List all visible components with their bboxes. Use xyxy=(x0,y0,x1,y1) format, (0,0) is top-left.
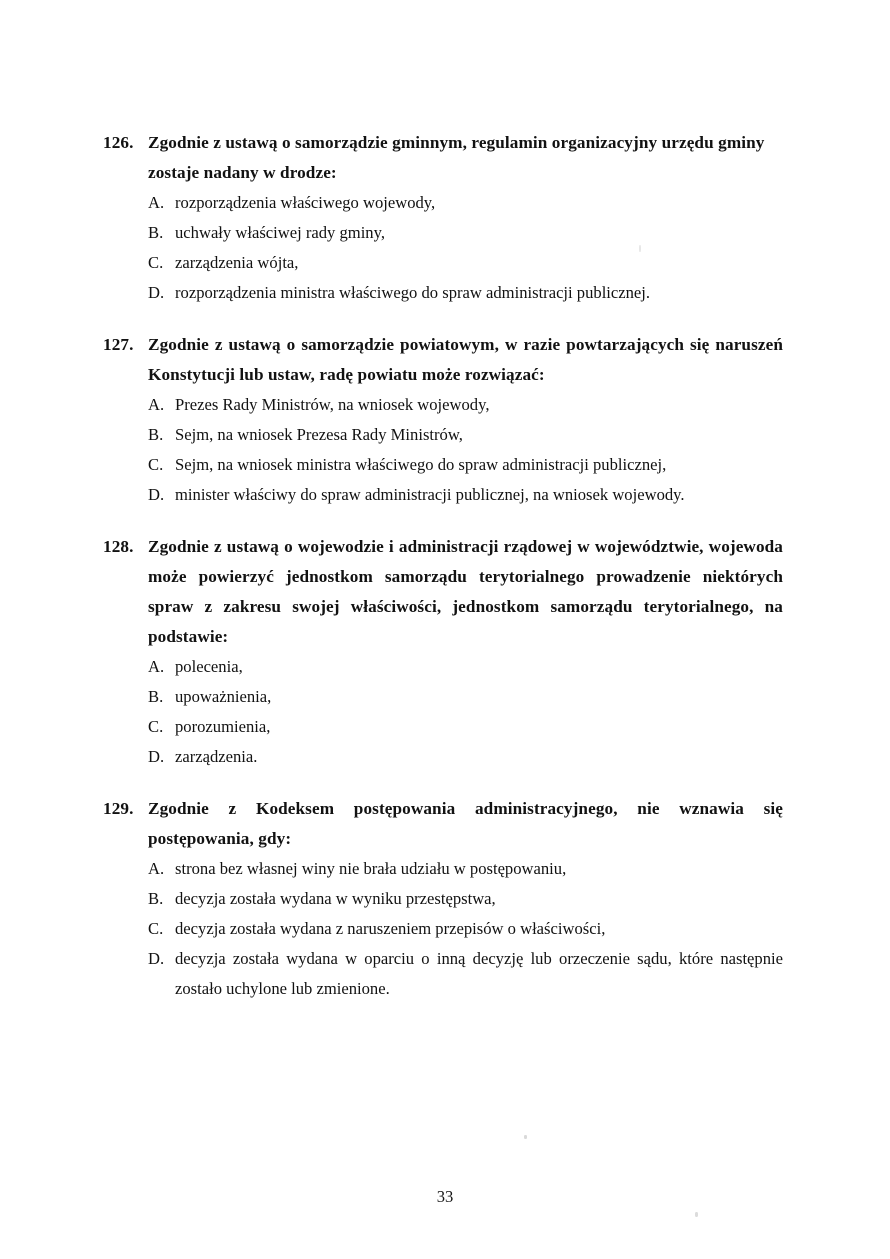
answer-option[interactable] xyxy=(103,884,783,914)
answer-option[interactable] xyxy=(103,944,783,1004)
answer-text: rozporządzenia właściwego wojewody, xyxy=(175,193,436,212)
answer-option[interactable] xyxy=(103,218,783,248)
question-stem-text: Zgodnie z ustawą o samorządzie powiatowym, w razie powtarzających się naruszeń Konstytucji lub ustaw, radę powiatu może rozwiązać: xyxy=(148,335,783,384)
question-number: 127. xyxy=(103,335,134,354)
answer-option[interactable] xyxy=(103,248,783,278)
answer-letter: D. xyxy=(148,283,165,302)
answer-letter: D. xyxy=(148,949,165,968)
question-stem-text: Zgodnie z ustawą o samorządzie gminnym, regulamin organizacyjny urzędu gminy zostaje nadany w drodze: xyxy=(148,133,765,182)
question-block xyxy=(103,794,783,1004)
answer-options xyxy=(103,188,783,308)
question-block xyxy=(103,330,783,510)
answer-option[interactable] xyxy=(103,854,783,884)
answer-option[interactable] xyxy=(103,682,783,712)
answer-text: upoważnienia, xyxy=(175,687,272,706)
question-number: 126. xyxy=(103,133,134,152)
answer-letter: B. xyxy=(148,889,164,908)
scan-speck xyxy=(695,1212,698,1217)
answer-option[interactable] xyxy=(103,712,783,742)
answer-text: rozporządzenia ministra właściwego do spraw administracji publicznej. xyxy=(175,283,651,302)
question-list xyxy=(103,128,783,1004)
answer-letter: A. xyxy=(148,657,165,676)
answer-option[interactable] xyxy=(103,742,783,772)
answer-text: decyzja została wydana z naruszeniem przepisów o właściwości, xyxy=(175,919,606,938)
answer-options xyxy=(103,652,783,772)
question-stem xyxy=(103,532,783,652)
answer-option[interactable] xyxy=(103,652,783,682)
answer-text: Sejm, na wniosek Prezesa Rady Ministrów, xyxy=(175,425,463,444)
page-number: 33 xyxy=(436,1187,454,1206)
answer-text: Sejm, na wniosek ministra właściwego do spraw administracji publicznej, xyxy=(175,455,667,474)
question-block xyxy=(103,532,783,772)
answer-text: minister właściwy do spraw administracji publicznej, na wniosek wojewody. xyxy=(175,485,685,504)
scan-speck xyxy=(639,245,641,252)
answer-text: decyzja została wydana w oparciu o inną decyzję lub orzeczenie sądu, które następnie zostało uchylone lub zmienione. xyxy=(175,949,783,998)
answer-letter: A. xyxy=(148,859,165,878)
answer-letter: D. xyxy=(148,485,165,504)
question-stem xyxy=(103,128,783,188)
answer-option[interactable] xyxy=(103,278,783,308)
answer-option[interactable] xyxy=(103,188,783,218)
answer-letter: D. xyxy=(148,747,165,766)
question-stem xyxy=(103,794,783,854)
answer-option[interactable] xyxy=(103,390,783,420)
answer-option[interactable] xyxy=(103,420,783,450)
answer-option[interactable] xyxy=(103,450,783,480)
question-stem-text: Zgodnie z ustawą o wojewodzie i administracji rządowej w województwie, wojewoda może powierzyć jednostkom samorządu terytorialnego prowadzenie niektórych spraw z zakresu swojej właściwości, jednostkom samorządu terytorialnego, na podstawie: xyxy=(148,537,783,646)
answer-text: polecenia, xyxy=(175,657,243,676)
answer-text: uchwały właściwej rady gminy, xyxy=(175,223,385,242)
answer-text: zarządzenia wójta, xyxy=(175,253,299,272)
scan-speck xyxy=(524,1135,527,1139)
answer-letter: A. xyxy=(148,395,165,414)
answer-letter: B. xyxy=(148,223,164,242)
question-block xyxy=(103,128,783,308)
answer-letter: B. xyxy=(148,425,164,444)
answer-text: zarządzenia. xyxy=(175,747,258,766)
answer-text: Prezes Rady Ministrów, na wniosek wojewody, xyxy=(175,395,490,414)
answer-option[interactable] xyxy=(103,480,783,510)
answer-option[interactable] xyxy=(103,914,783,944)
answer-options xyxy=(103,854,783,1004)
question-stem xyxy=(103,330,783,390)
answer-letter: C. xyxy=(148,919,164,938)
answer-letter: B. xyxy=(148,687,164,706)
question-stem-text: Zgodnie z Kodeksem postępowania administracyjnego, nie wznawia się postępowania, gdy: xyxy=(148,799,783,848)
answer-letter: A. xyxy=(148,193,165,212)
question-number: 128. xyxy=(103,537,134,556)
answer-text: decyzja została wydana w wyniku przestępstwa, xyxy=(175,889,496,908)
answer-letter: C. xyxy=(148,455,164,474)
answer-options xyxy=(103,390,783,510)
answer-text: strona bez własnej winy nie brała udziału w postępowaniu, xyxy=(175,859,567,878)
answer-letter: C. xyxy=(148,717,164,736)
answer-letter: C. xyxy=(148,253,164,272)
question-number: 129. xyxy=(103,799,134,818)
answer-text: porozumienia, xyxy=(175,717,271,736)
